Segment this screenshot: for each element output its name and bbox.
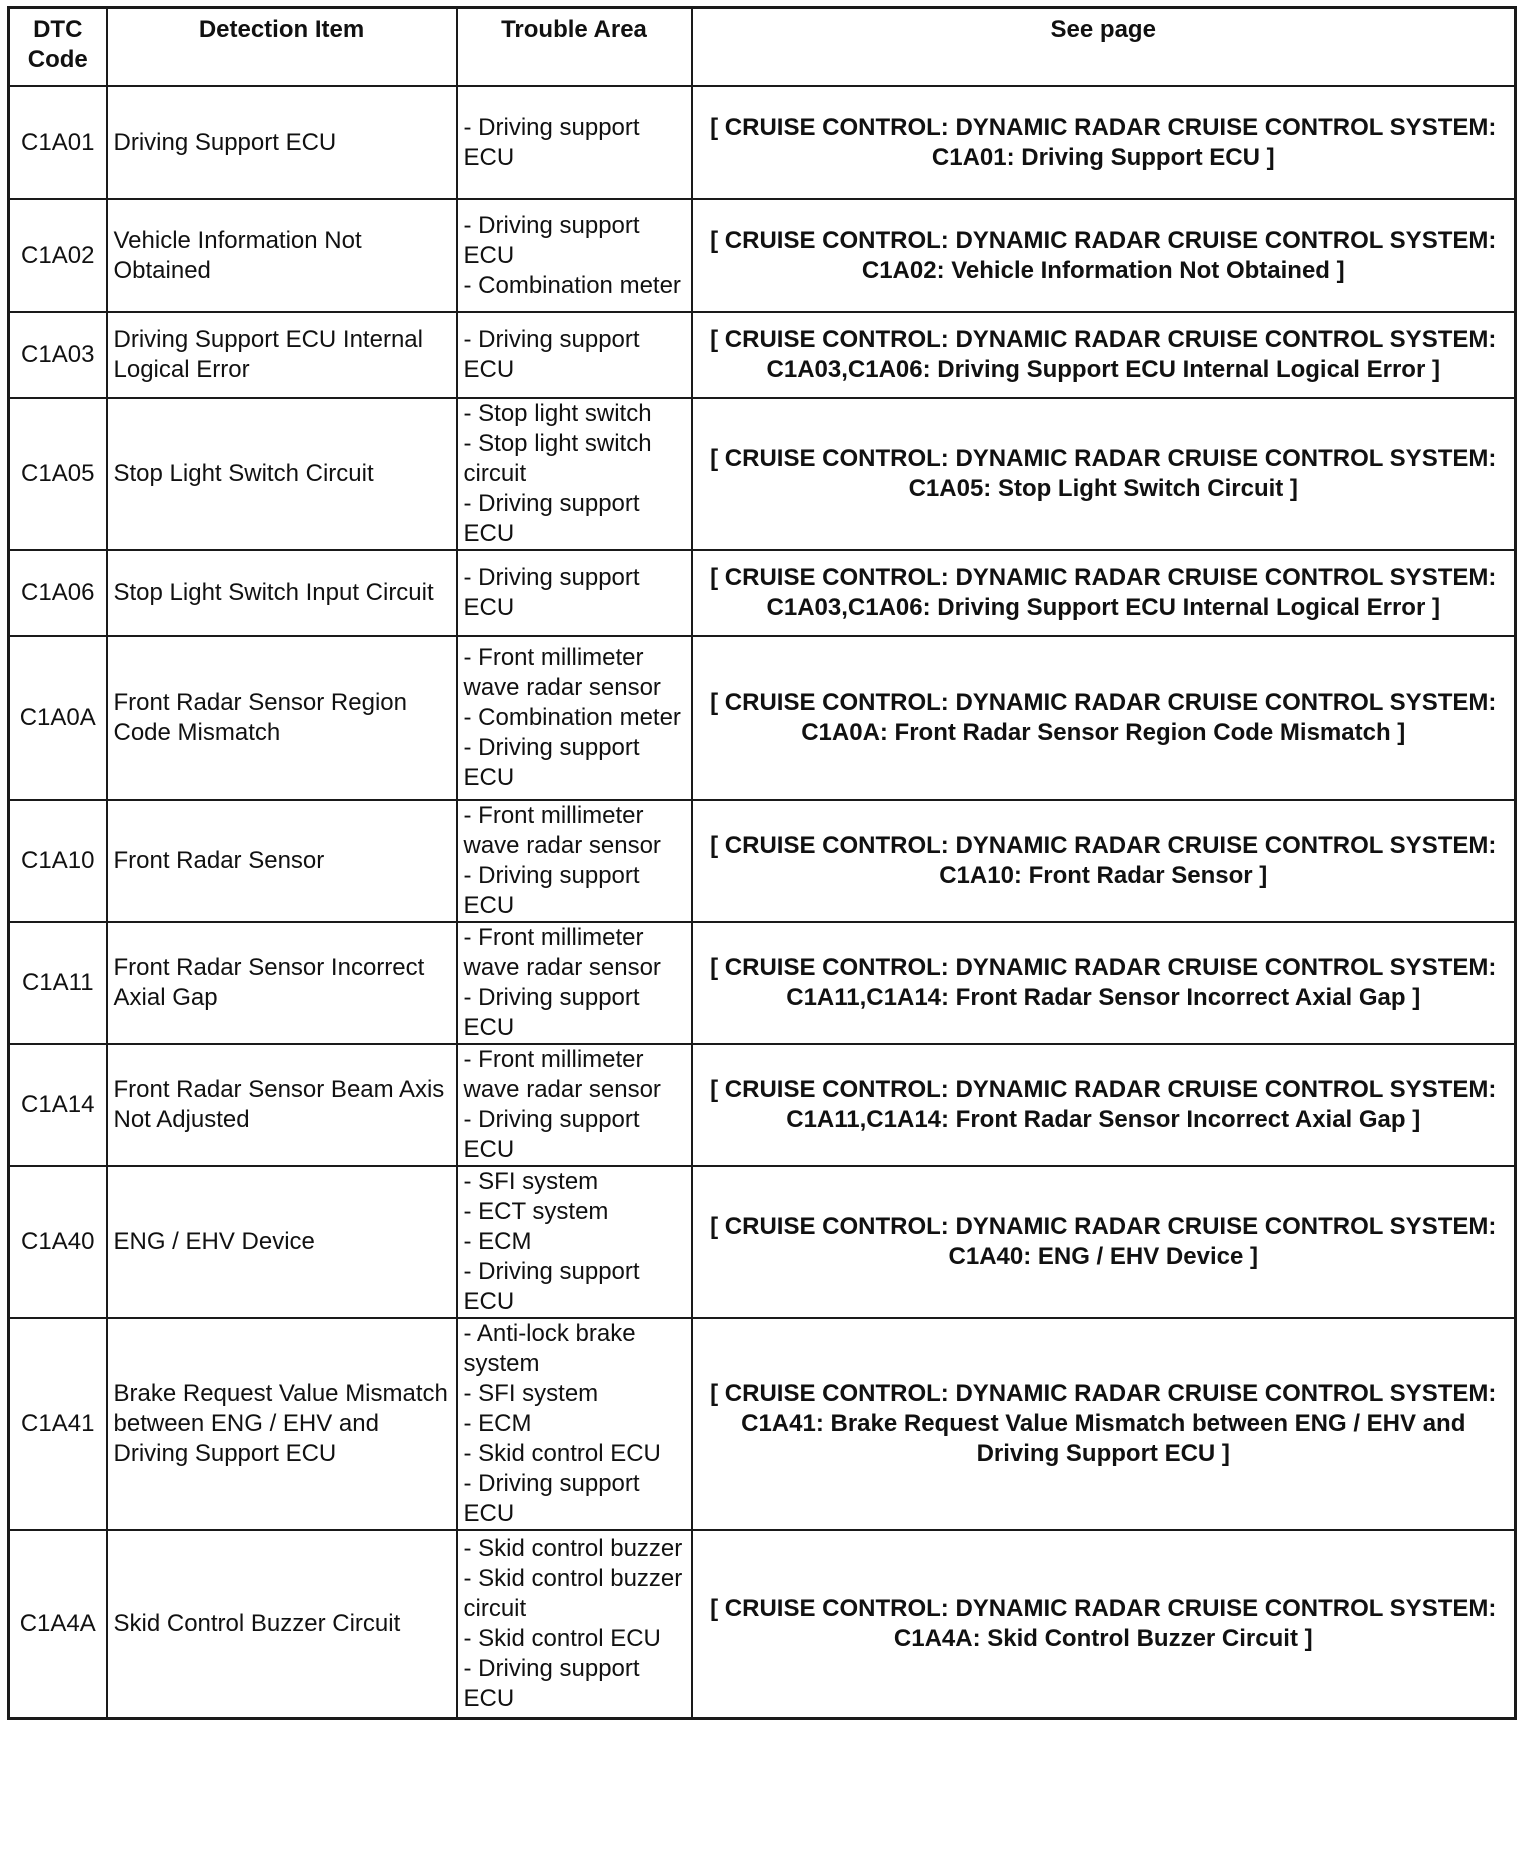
table-row <box>9 636 1516 800</box>
detection-item-cell: Front Radar Sensor Incorrect Axial Gap <box>107 922 457 1044</box>
detection-item-cell: ENG / EHV Device <box>107 1166 457 1318</box>
trouble-area-entry: - ECM <box>463 1410 532 1437</box>
trouble-area-cell <box>457 800 692 922</box>
see-page-link[interactable]: [ CRUISE CONTROL: DYNAMIC RADAR CRUISE CONTROL SYSTEM: C1A4A: Skid Control Buzzer Circuit ] <box>692 1530 1516 1718</box>
trouble-area-cell <box>457 398 692 550</box>
trouble-area-entry: - Driving support ECU <box>463 1470 640 1527</box>
trouble-area-entry: - SFI system <box>463 1380 599 1407</box>
trouble-area-entry: - Skid control buzzer circuit <box>463 1564 683 1622</box>
trouble-area-entry: - Skid control buzzer <box>463 1534 683 1562</box>
trouble-area-entry: - Driving support ECU <box>463 564 640 621</box>
trouble-area-entry: - Combination meter <box>463 704 681 731</box>
see-page-link[interactable]: [ CRUISE CONTROL: DYNAMIC RADAR CRUISE CONTROL SYSTEM: C1A03,C1A06: Driving Support ECU Internal Logical Error ] <box>692 550 1516 636</box>
table-row <box>9 86 1516 199</box>
table-row <box>9 1530 1516 1718</box>
table-row <box>9 312 1516 398</box>
detection-item-cell: Skid Control Buzzer Circuit <box>107 1530 457 1718</box>
header-dtc-code-line2: Code <box>27 46 88 73</box>
detection-item-cell: Driving Support ECU Internal Logical Error <box>107 312 457 398</box>
dtc-code-cell: C1A11 <box>9 922 107 1044</box>
trouble-area-entry: - Driving support ECU <box>463 326 640 383</box>
table-row <box>9 398 1516 550</box>
trouble-area-cell <box>457 1530 692 1718</box>
trouble-area-entry: - Skid control ECU <box>463 1624 661 1652</box>
trouble-area-entry: - Driving support ECU <box>463 490 640 547</box>
trouble-area-entry: - Driving support ECU <box>463 862 640 919</box>
header-row <box>9 8 1516 87</box>
dtc-code-cell: C1A01 <box>9 86 107 199</box>
dtc-code-cell: C1A05 <box>9 398 107 550</box>
trouble-area-cell <box>457 550 692 636</box>
trouble-area-entry: - Driving support ECU <box>463 113 640 171</box>
dtc-table-frame <box>7 6 1517 1720</box>
detection-item-cell: Front Radar Sensor Beam Axis Not Adjusted <box>107 1044 457 1166</box>
see-page-link[interactable]: [ CRUISE CONTROL: DYNAMIC RADAR CRUISE CONTROL SYSTEM: C1A0A: Front Radar Sensor Region Code Mismatch ] <box>692 636 1516 800</box>
trouble-area-entry: - Driving support ECU <box>463 734 640 791</box>
see-page-link[interactable]: [ CRUISE CONTROL: DYNAMIC RADAR CRUISE CONTROL SYSTEM: C1A03,C1A06: Driving Support ECU Internal Logical Error ] <box>692 312 1516 398</box>
trouble-area-cell <box>457 312 692 398</box>
table-row <box>9 1044 1516 1166</box>
trouble-area-cell <box>457 1166 692 1318</box>
trouble-area-entry: - Front millimeter wave radar sensor <box>463 644 661 701</box>
trouble-area-cell <box>457 86 692 199</box>
trouble-area-cell <box>457 1318 692 1530</box>
dtc-code-cell: C1A06 <box>9 550 107 636</box>
header-dtc-code <box>9 8 107 87</box>
detection-item-cell: Front Radar Sensor <box>107 800 457 922</box>
detection-item-cell: Front Radar Sensor Region Code Mismatch <box>107 636 457 800</box>
trouble-area-cell <box>457 636 692 800</box>
trouble-area-entry: - Skid control ECU <box>463 1440 661 1467</box>
see-page-link[interactable]: [ CRUISE CONTROL: DYNAMIC RADAR CRUISE CONTROL SYSTEM: C1A01: Driving Support ECU ] <box>692 86 1516 199</box>
header-see-page: See page <box>692 8 1516 87</box>
dtc-code-cell: C1A10 <box>9 800 107 922</box>
trouble-area-entry: - Driving support ECU <box>463 1258 640 1315</box>
detection-item-cell: Stop Light Switch Input Circuit <box>107 550 457 636</box>
see-page-link[interactable]: [ CRUISE CONTROL: DYNAMIC RADAR CRUISE CONTROL SYSTEM: C1A11,C1A14: Front Radar Sensor Incorrect Axial Gap ] <box>692 1044 1516 1166</box>
trouble-area-entry: - Stop light switch circuit <box>463 430 652 487</box>
header-detection-item: Detection Item <box>107 8 457 87</box>
trouble-area-entry: - Front millimeter wave radar sensor <box>463 924 661 981</box>
dtc-code-cell: C1A02 <box>9 199 107 312</box>
see-page-link[interactable]: [ CRUISE CONTROL: DYNAMIC RADAR CRUISE CONTROL SYSTEM: C1A05: Stop Light Switch Circuit ] <box>692 398 1516 550</box>
header-trouble-area: Trouble Area <box>457 8 692 87</box>
dtc-code-cell: C1A4A <box>9 1530 107 1718</box>
trouble-area-cell <box>457 199 692 312</box>
trouble-area-entry: - Stop light switch <box>463 400 652 427</box>
table-body <box>9 86 1516 1718</box>
dtc-table <box>7 6 1517 1720</box>
trouble-area-cell <box>457 1044 692 1166</box>
table-row <box>9 1318 1516 1530</box>
see-page-link[interactable]: [ CRUISE CONTROL: DYNAMIC RADAR CRUISE CONTROL SYSTEM: C1A10: Front Radar Sensor ] <box>692 800 1516 922</box>
trouble-area-entry: - Driving support ECU <box>463 1106 640 1163</box>
trouble-area-entry: - Anti-lock brake system <box>463 1320 636 1377</box>
trouble-area-entry: - ECM <box>463 1228 532 1255</box>
trouble-area-entry: - Front millimeter wave radar sensor <box>463 1046 661 1103</box>
trouble-area-entry: - Driving support ECU <box>463 211 640 269</box>
detection-item-cell: Stop Light Switch Circuit <box>107 398 457 550</box>
see-page-link[interactable]: [ CRUISE CONTROL: DYNAMIC RADAR CRUISE CONTROL SYSTEM: C1A41: Brake Request Value Mismatch between ENG / EHV and Driving Support ECU ] <box>692 1318 1516 1530</box>
trouble-area-entry: - SFI system <box>463 1168 599 1195</box>
dtc-code-cell: C1A03 <box>9 312 107 398</box>
trouble-area-entry: - Driving support ECU <box>463 984 640 1041</box>
detection-item-cell: Driving Support ECU <box>107 86 457 199</box>
dtc-code-cell: C1A14 <box>9 1044 107 1166</box>
trouble-area-entry: - Front millimeter wave radar sensor <box>463 802 661 859</box>
header-dtc-code-line1: DTC <box>33 16 83 43</box>
dtc-code-cell: C1A41 <box>9 1318 107 1530</box>
dtc-code-cell: C1A40 <box>9 1166 107 1318</box>
dtc-code-cell: C1A0A <box>9 636 107 800</box>
trouble-area-entry: - Driving support ECU <box>463 1654 640 1712</box>
trouble-area-entry: - Combination meter <box>463 271 681 299</box>
table-row <box>9 550 1516 636</box>
see-page-link[interactable]: [ CRUISE CONTROL: DYNAMIC RADAR CRUISE CONTROL SYSTEM: C1A40: ENG / EHV Device ] <box>692 1166 1516 1318</box>
detection-item-cell: Brake Request Value Mismatch between ENG / EHV and Driving Support ECU <box>107 1318 457 1530</box>
table-row <box>9 800 1516 922</box>
see-page-link[interactable]: [ CRUISE CONTROL: DYNAMIC RADAR CRUISE CONTROL SYSTEM: C1A02: Vehicle Information Not Obtained ] <box>692 199 1516 312</box>
table-row <box>9 199 1516 312</box>
trouble-area-cell <box>457 922 692 1044</box>
table-row <box>9 922 1516 1044</box>
detection-item-cell: Vehicle Information Not Obtained <box>107 199 457 312</box>
table-header <box>9 8 1516 87</box>
see-page-link[interactable]: [ CRUISE CONTROL: DYNAMIC RADAR CRUISE CONTROL SYSTEM: C1A11,C1A14: Front Radar Sensor Incorrect Axial Gap ] <box>692 922 1516 1044</box>
table-row <box>9 1166 1516 1318</box>
trouble-area-entry: - ECT system <box>463 1198 609 1225</box>
